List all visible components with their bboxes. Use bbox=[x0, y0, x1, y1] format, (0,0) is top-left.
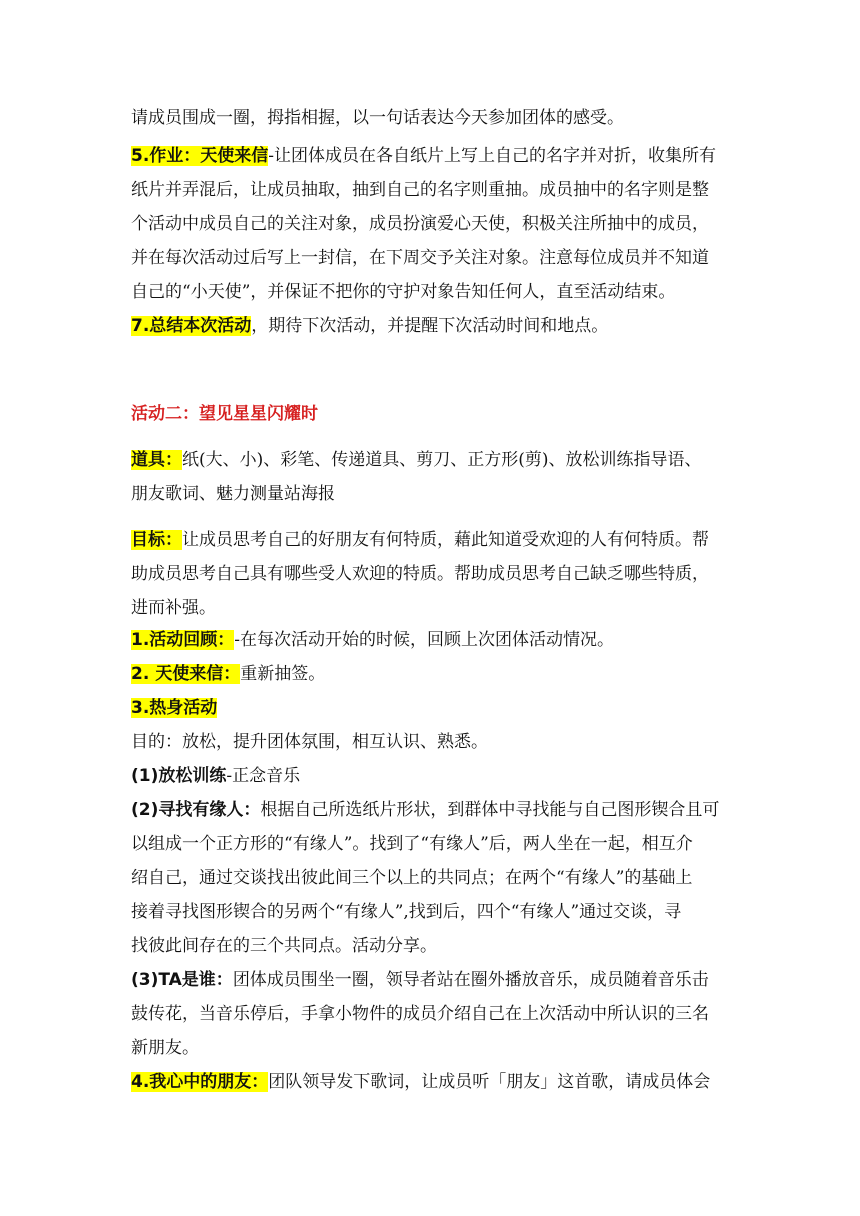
text: 新朋友。 bbox=[131, 1038, 199, 1058]
warmup-3-text: 团体成员围坐一圈，领导者站在圈外播放音乐，成员随着音乐击 bbox=[232, 970, 709, 990]
item-4-text: 团队领导发下歌词，让成员听「朋友」这首歌，请成员体会 bbox=[268, 1072, 711, 1092]
paragraph-line bbox=[131, 281, 675, 303]
item-2-text: 重新抽签。 bbox=[240, 664, 326, 684]
paragraph-line bbox=[131, 867, 692, 889]
props-line bbox=[131, 449, 702, 471]
item-3-label: 3.热身活动 bbox=[131, 698, 218, 718]
item-1-label: 1.活动回顾： bbox=[131, 630, 235, 650]
section-7-text: ，期待下次活动，并提醒下次活动时间和地点。 bbox=[251, 316, 609, 336]
paragraph-line bbox=[131, 833, 693, 855]
paragraph-line bbox=[131, 107, 624, 129]
item-1-line bbox=[131, 629, 614, 651]
paragraph-line bbox=[131, 247, 709, 269]
section-7-line bbox=[131, 315, 608, 337]
activity-2-heading bbox=[131, 403, 318, 425]
text: 以组成一个正方形的“有缘人”。找到了“有缘人”后，两人坐在一起，相互介 bbox=[131, 834, 693, 854]
props-text: 纸(大、小)、彩笔、传递道具、剪刀、正方形(剪)、放松训练指导语、 bbox=[182, 450, 702, 470]
section-7-label: 7.总结本次活动 bbox=[131, 316, 252, 336]
props-label: 道具： bbox=[131, 450, 182, 470]
text: 并在每次活动过后写上一封信，在下周交予关注对象。注意每位成员并不知道 bbox=[131, 248, 709, 268]
paragraph-line bbox=[131, 901, 681, 923]
warmup-3-line bbox=[131, 969, 709, 991]
warmup-1-label: (1)放松训练 bbox=[131, 766, 227, 786]
item-2-label: 2. 天使来信： bbox=[131, 664, 241, 684]
text: 纸片并弄混后，让成员抽取，抽到自己的名字则重抽。成员抽中的名字则是整 bbox=[131, 180, 709, 200]
paragraph-line bbox=[131, 597, 216, 619]
text: 绍自己，通过交谈找出彼此间三个以上的共同点；在两个“有缘人”的基础上 bbox=[131, 868, 693, 888]
paragraph-line bbox=[131, 563, 709, 585]
warmup-2-text: 根据自己所选纸片形状，到群体中寻找能与自己图形锲合且可 bbox=[260, 800, 720, 820]
section-5-line bbox=[131, 145, 716, 167]
text: 目的：放松，提升团体氛围，相互认识、熟悉。 bbox=[131, 732, 488, 752]
item-1-text: -在每次活动开始的时候，回顾上次团体活动情况。 bbox=[234, 630, 615, 650]
text: 进而补强。 bbox=[131, 598, 216, 618]
paragraph-line bbox=[131, 935, 437, 957]
section-5-text: -让团体成员在各自纸片上写上自己的名字并对折，收集所有 bbox=[268, 146, 717, 166]
item-4-line bbox=[131, 1071, 710, 1093]
activity-2-title: 活动二：望见星星闪耀时 bbox=[131, 404, 318, 424]
warmup-2-line bbox=[131, 799, 719, 821]
item-3-line bbox=[131, 697, 217, 719]
section-5-label: 5.作业：天使来信 bbox=[131, 146, 269, 166]
purpose-line bbox=[131, 731, 488, 753]
paragraph-line bbox=[131, 213, 709, 235]
text: 自己的“小天使”，并保证不把你的守护对象告知任何人，直至活动结束。 bbox=[131, 282, 676, 302]
warmup-1-text: -正念音乐 bbox=[226, 766, 301, 786]
item-4-label: 4.我心中的朋友： bbox=[131, 1072, 269, 1092]
text: 助成员思考自己具有哪些受人欢迎的特质。帮助成员思考自己缺乏哪些特质， bbox=[131, 564, 709, 584]
warmup-2-label: (2)寻找有缘人： bbox=[131, 800, 261, 820]
paragraph-line bbox=[131, 179, 709, 201]
text: 接着寻找图形锲合的另两个“有缘人”,找到后，四个“有缘人”通过交谈，寻 bbox=[131, 902, 682, 922]
paragraph-line bbox=[131, 1003, 709, 1025]
warmup-1-line bbox=[131, 765, 300, 787]
paragraph-line bbox=[131, 483, 335, 505]
goal-text: 让成员思考自己的好朋友有何特质，藉此知道受欢迎的人有何特质。帮 bbox=[182, 530, 709, 550]
goal-label: 目标： bbox=[131, 530, 182, 550]
text: 找彼此间存在的三个共同点。活动分享。 bbox=[131, 936, 437, 956]
goal-line bbox=[131, 529, 709, 551]
text: 个活动中成员自己的关注对象，成员扮演爱心天使，积极关注所抽中的成员， bbox=[131, 214, 709, 234]
item-2-line bbox=[131, 663, 325, 685]
text: 鼓传花，当音乐停后，手拿小物件的成员介绍自己在上次活动中所认识的三名 bbox=[131, 1004, 709, 1024]
text: 请成员围成一圈，拇指相握，以一句话表达今天参加团体的感受。 bbox=[131, 108, 624, 128]
text: 朋友歌词、魅力测量站海报 bbox=[131, 484, 335, 504]
paragraph-line bbox=[131, 1037, 199, 1059]
warmup-3-label: (3)TA是谁： bbox=[131, 970, 233, 990]
